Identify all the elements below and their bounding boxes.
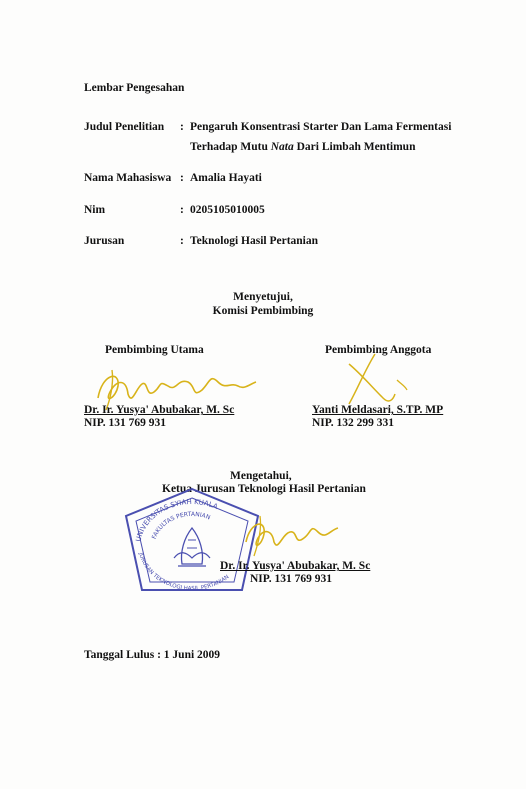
field-sep-title: : bbox=[180, 121, 184, 133]
approval-line1: Menyetujui, bbox=[233, 291, 293, 303]
supervisor-member-signature bbox=[335, 350, 425, 410]
field-label-name: Nama Mahasiswa bbox=[84, 172, 172, 184]
field-sep-nim: : bbox=[180, 204, 184, 216]
stamp-inner-text: FAKULTAS PERTANIAN bbox=[150, 510, 212, 541]
approval-line2: Komisi Pembimbing bbox=[212, 305, 314, 317]
student-nim: 0205105010005 bbox=[190, 204, 265, 216]
field-label-department: Jurusan bbox=[84, 235, 125, 247]
student-department: Teknologi Hasil Pertanian bbox=[190, 235, 319, 247]
stamp-emblem-icon bbox=[174, 528, 210, 566]
acknowledge-line1: Mengetahui, bbox=[230, 470, 292, 482]
supervisor-main-nip: NIP. 131 769 931 bbox=[84, 417, 166, 429]
student-name: Amalia Hayati bbox=[190, 172, 262, 184]
field-label-title: Judul Penelitian bbox=[84, 121, 165, 133]
supervisor-main-name: Dr. Ir. Yusya' Abubakar, M. Sc bbox=[84, 404, 235, 416]
acknowledge-name: Dr. Ir. Yusya' Abubakar, M. Sc bbox=[220, 560, 371, 572]
supervisor-member-nip: NIP. 132 299 331 bbox=[312, 417, 394, 429]
stamp-outer-text: UNIVERSITAS SYIAH KUALA bbox=[134, 497, 219, 543]
supervisor-member-name: Yanti Meldasari, S.TP. MP bbox=[312, 404, 444, 416]
field-label-nim: Nim bbox=[84, 204, 106, 216]
research-title-line2: Terhadap Mutu Nata Dari Limbah Mentimun bbox=[190, 141, 416, 153]
page-heading: Lembar Pengesahan bbox=[84, 82, 185, 94]
field-sep-name: : bbox=[180, 172, 184, 184]
acknowledge-line2: Ketua Jurusan Teknologi Hasil Pertanian bbox=[162, 483, 366, 495]
field-sep-department: : bbox=[180, 235, 184, 247]
supervisor-member-title: Pembimbing Anggota bbox=[325, 344, 432, 356]
graduation-date: Tanggal Lulus : 1 Juni 2009 bbox=[84, 649, 221, 661]
acknowledge-signature bbox=[238, 512, 348, 562]
stamp-lower-text: JURUSAN TEKNOLOGI HASIL PERTANIAN bbox=[137, 552, 231, 593]
research-title-line1: Pengaruh Konsentrasi Starter Dan Lama Fermentasi bbox=[190, 121, 452, 133]
acknowledge-nip: NIP. 131 769 931 bbox=[250, 573, 332, 585]
supervisor-main-title: Pembimbing Utama bbox=[105, 344, 204, 356]
